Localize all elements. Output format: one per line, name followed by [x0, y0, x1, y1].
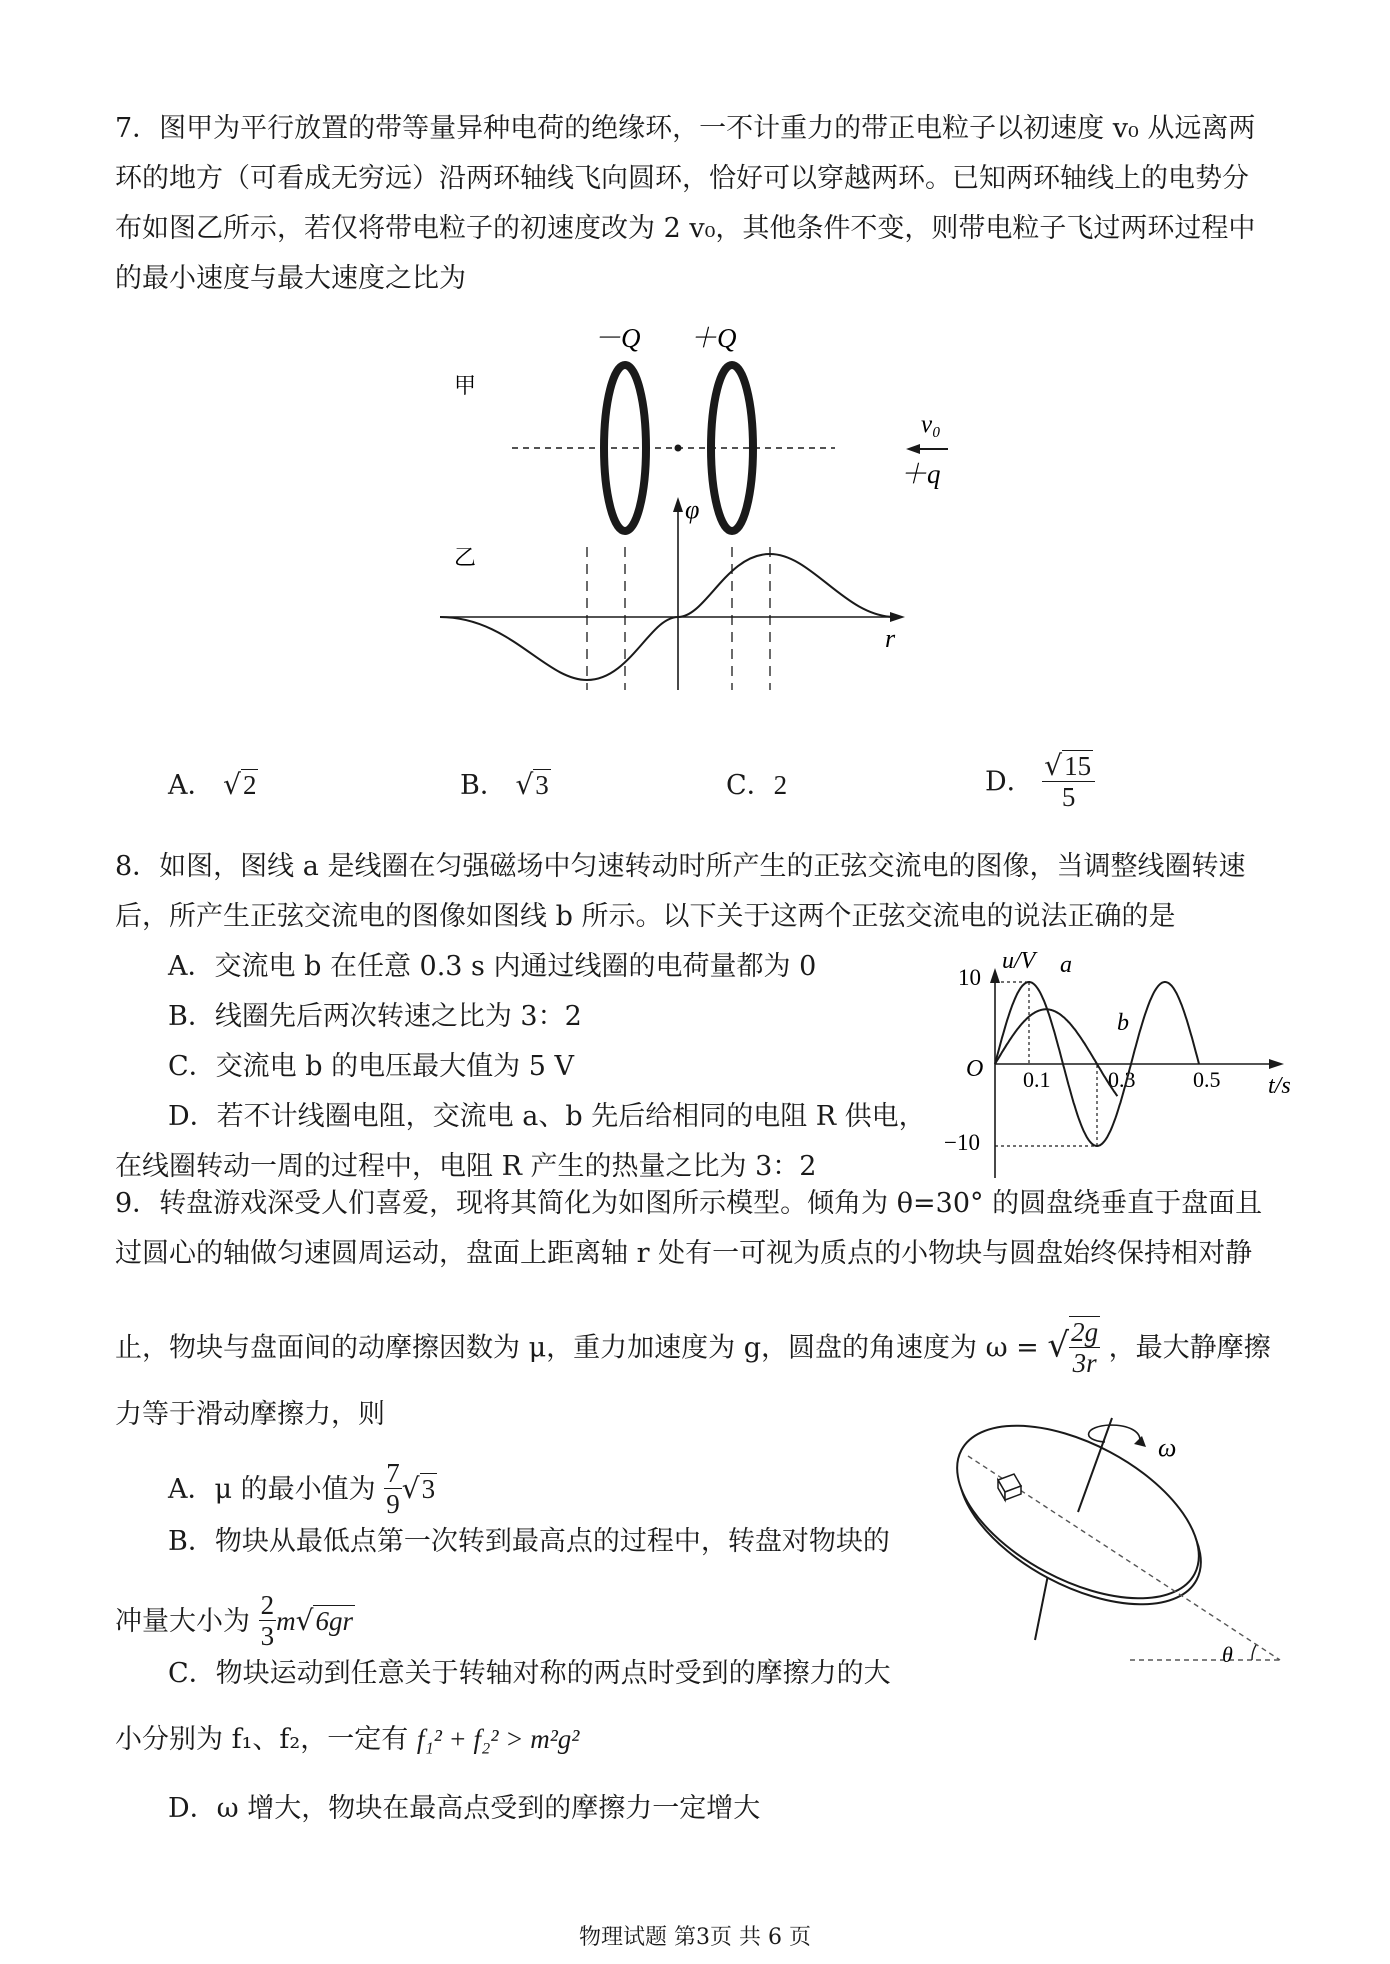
phi-label: φ: [685, 495, 700, 524]
q7-stem-line-2: 环的地方（可看成无穷远）沿两环轴线飞向圆环，恰好可以穿越两环。已知两环轴线上的电势分: [115, 163, 1249, 194]
q9-option-c-line-1: C．物块运动到任意关于转轴对称的两点时受到的摩擦力的大: [168, 1658, 891, 1689]
y-tick-10: 10: [958, 965, 981, 990]
q7-stem-line-3: 布如图乙所示，若仅将带电粒子的初速度改为 2 v₀，其他条件不变，则带电粒子飞过两环过程中: [115, 213, 1256, 244]
q9-option-b-line-2: 冲量大小为 $\frac{2}{3}$ m√6gr: [115, 1590, 353, 1651]
right-ring-charge: ＋Q: [690, 323, 737, 353]
angle-arc: [1252, 1645, 1256, 1660]
curve-a-label: a: [1060, 952, 1072, 978]
y-tick-neg10: −10: [944, 1130, 980, 1155]
rotation-arrow: [1089, 1425, 1140, 1442]
theta-label: θ: [1222, 1642, 1233, 1667]
q7-option-a: A． √2: [168, 768, 257, 801]
q7-stem-line-1: 7．图甲为平行放置的带等量异种电荷的绝缘环，一不计重力的带正电粒子以初速度 v₀ 从远离两: [115, 113, 1256, 144]
q8-option-a: A．交流电 b 在任意 0.3 s 内通过线圈的电荷量都为 0: [168, 951, 817, 982]
t-axis-label: t/s: [1268, 1073, 1291, 1099]
curve-b-label: b: [1117, 1010, 1129, 1036]
q7-option-c: C．2: [726, 770, 788, 801]
left-ring-charge: －Q: [594, 323, 641, 353]
u-axis-label: u/V: [1002, 948, 1036, 974]
x-tick-0-3: 0.3: [1108, 1067, 1136, 1092]
q7-option-b: B． √3: [460, 768, 549, 801]
q9-stem-line-4: 力等于滑动摩擦力，则: [115, 1399, 385, 1430]
q7-stem-line-4: 的最小速度与最大速度之比为: [115, 263, 466, 294]
q9-stem-line-2: 过圆心的轴做匀速圆周运动，盘面上距离轴 r 处有一可视为质点的小物块与圆盘始终保持相对静: [115, 1238, 1253, 1269]
x-tick-0-1: 0.1: [1023, 1067, 1051, 1092]
q9-option-b-line-1: B．物块从最低点第一次转到最高点的过程中，转盘对物块的: [168, 1526, 890, 1557]
label-jia: 甲: [454, 373, 477, 398]
origin-label: O: [966, 1056, 984, 1082]
q8-option-b: B．线圈先后两次转速之比为 3：2: [168, 1001, 582, 1032]
x-tick-0-5: 0.5: [1193, 1067, 1221, 1092]
q8-option-d-line-1: D．若不计线圈电阻，交流电 a、b 先后给相同的电阻 R 供电，: [168, 1101, 926, 1132]
q8-option-d-line-2: 在线圈转动一周的过程中，电阻 R 产生的热量之比为 3：2: [115, 1151, 817, 1182]
q9-stem-line-1: 9．转盘游戏深受人们喜爱，现将其简化为如图所示模型。倾角为 θ=30° 的圆盘绕垂直于盘面且: [115, 1188, 1263, 1219]
page-footer: 物理试题 第3页 共 6 页: [579, 1925, 811, 1950]
q7-option-d: D． $\frac{√15}{5}$: [985, 752, 1095, 814]
q9-option-d: D．ω 增大，物块在最高点受到的摩擦力一定增大: [168, 1793, 761, 1824]
q8-stem-line-1: 8．如图，图线 a 是线圈在匀强磁场中匀速转动时所产生的正弦交流电的图像，当调整线圈转速: [115, 851, 1246, 882]
velocity-label: v₀: [921, 411, 941, 438]
q8-option-c: C．交流电 b 的电压最大值为 5 V: [168, 1051, 574, 1082]
q9-option-a: A．μ 的最小值为 $\frac{7}{9}$ √3: [168, 1458, 436, 1519]
q9-option-c-line-2: 小分别为 f₁、f₂，一定有 f₁² + f₂² > m²g²: [115, 1724, 580, 1755]
omega-label: ω: [1158, 1433, 1177, 1462]
q9-stem-line-3: 止，物块与盘面间的动摩擦因数为 μ，重力加速度为 g，圆盘的角速度为 ω = √ $\frac{2g}{3r}$ ，最大静摩擦: [115, 1317, 1271, 1378]
r-label: r: [885, 624, 896, 653]
particle-charge: ＋q: [900, 459, 941, 489]
label-yi: 乙: [454, 545, 477, 570]
q8-stem-line-2: 后，所产生正弦交流电的图像如图线 b 所示。以下关于这两个正弦交流电的说法正确的是: [115, 901, 1176, 932]
